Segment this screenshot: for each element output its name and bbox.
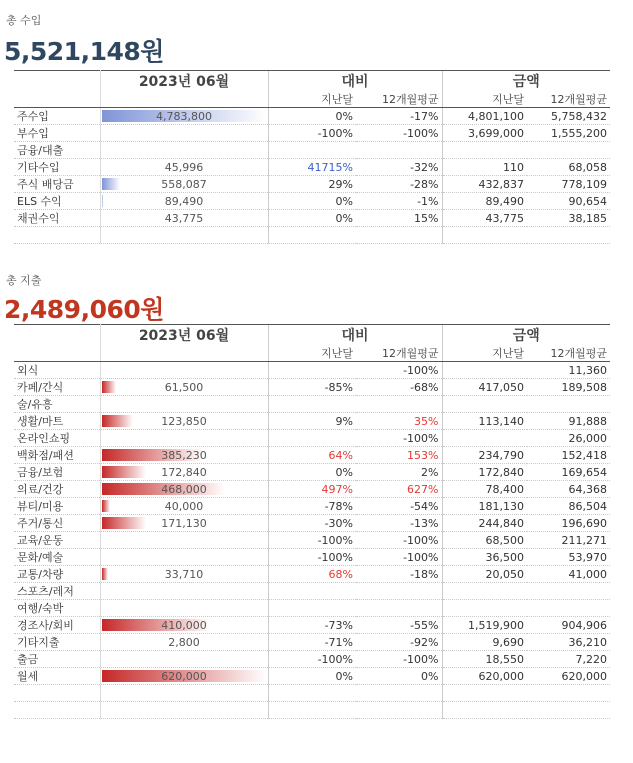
avg-12month-amount: 196,690 [527,515,610,532]
table-row [14,227,610,244]
avg-12month-amount: 41,000 [527,566,610,583]
expense-rows [14,362,610,719]
amount-bar-cell [100,549,268,566]
income-col-avg12: 12개월평균 [356,91,442,108]
vs-prev-month-pct: -100% [268,549,356,566]
income-col-amount-avg12: 12개월평균 [527,91,610,108]
table-row [14,498,610,515]
amount-bar-cell [100,159,268,176]
prev-month-amount [442,396,527,413]
amount-bar-cell [100,532,268,549]
avg-12month-amount: 64,368 [527,481,610,498]
vs-prev-month-pct: 0% [268,193,356,210]
vs-prev-month-pct: 497% [268,481,356,498]
prev-month-amount [442,685,527,702]
amount-bar-cell [100,176,268,193]
vs-prev-month-pct: -100% [268,125,356,142]
vs-12month-avg-pct: -54% [356,498,442,515]
vs-prev-month-pct: 0% [268,108,356,125]
table-row [14,159,610,176]
current-amount: 45,996 [164,160,204,174]
vs-prev-month-pct: 0% [268,210,356,227]
category-label: 술/유흥 [14,396,100,413]
prev-month-amount [442,600,527,617]
expense-col-prev-month: 지난달 [268,345,356,362]
category-label: 월세 [14,668,100,685]
table-row [14,668,610,685]
current-amount: 171,130 [161,516,207,530]
vs-prev-month-pct: -78% [268,498,356,515]
vs-prev-month-pct: -85% [268,379,356,396]
category-label [14,685,100,702]
amount-bar-cell [100,125,268,142]
table-row [14,142,610,159]
category-label: 외식 [14,362,100,379]
avg-12month-amount [527,600,610,617]
vs-12month-avg-pct: -100% [356,125,442,142]
income-compare-header: 대비 [268,71,442,92]
vs-prev-month-pct: 41715% [268,159,356,176]
vs-prev-month-pct: -100% [268,651,356,668]
vs-prev-month-pct [268,396,356,413]
amount-bar-cell [100,634,268,651]
amount-bar-cell [100,362,268,379]
vs-12month-avg-pct: -92% [356,634,442,651]
prev-month-amount: 9,690 [442,634,527,651]
expense-compare-header: 대비 [268,325,442,346]
amount-bar-cell [100,430,268,447]
table-row [14,125,610,142]
vs-prev-month-pct [268,227,356,244]
avg-12month-amount [527,583,610,600]
table-row [14,634,610,651]
current-amount: 123,850 [161,414,207,428]
vs-12month-avg-pct: -32% [356,159,442,176]
amount-bar-cell [100,108,268,125]
avg-12month-amount: 68,058 [527,159,610,176]
income-amount-header: 금액 [442,71,610,92]
table-row [14,532,610,549]
amount-bar-cell [100,702,268,719]
table-row [14,702,610,719]
amount-bar-cell [100,227,268,244]
vs-prev-month-pct [268,702,356,719]
avg-12month-amount [527,702,610,719]
prev-month-amount: 432,837 [442,176,527,193]
category-label: 스포츠/레저 [14,583,100,600]
prev-month-amount: 89,490 [442,193,527,210]
expense-col-amount-prev: 지난달 [442,345,527,362]
vs-prev-month-pct: 64% [268,447,356,464]
prev-month-amount: 110 [442,159,527,176]
expense-total: 2,489,060원 [4,295,164,324]
vs-prev-month-pct: 68% [268,566,356,583]
avg-12month-amount [527,396,610,413]
category-label: 온라인쇼핑 [14,430,100,447]
avg-12month-amount: 211,271 [527,532,610,549]
avg-12month-amount: 189,508 [527,379,610,396]
vs-12month-avg-pct [356,583,442,600]
vs-12month-avg-pct [356,685,442,702]
vs-12month-avg-pct: 15% [356,210,442,227]
avg-12month-amount [527,227,610,244]
avg-12month-amount [527,142,610,159]
prev-month-amount: 620,000 [442,668,527,685]
category-label: 교육/운동 [14,532,100,549]
income-period-header: 2023년 06월 [100,71,268,92]
prev-month-amount: 68,500 [442,532,527,549]
table-row [14,464,610,481]
category-label [14,702,100,719]
avg-12month-amount [527,685,610,702]
avg-12month-amount: 91,888 [527,413,610,430]
expense-col-amount-avg12: 12개월평균 [527,345,610,362]
expense-period-header: 2023년 06월 [100,325,268,346]
vs-prev-month-pct: 0% [268,668,356,685]
avg-12month-amount: 26,000 [527,430,610,447]
vs-12month-avg-pct: 627% [356,481,442,498]
vs-prev-month-pct: 0% [268,464,356,481]
vs-12month-avg-pct: -13% [356,515,442,532]
income-rows [14,108,610,244]
category-label [14,227,100,244]
prev-month-amount [442,583,527,600]
table-row [14,176,610,193]
avg-12month-amount: 169,654 [527,464,610,481]
vs-12month-avg-pct [356,600,442,617]
table-row [14,413,610,430]
avg-12month-amount: 152,418 [527,447,610,464]
category-label: 교통/차량 [14,566,100,583]
category-label: ELS 수익 [14,193,100,210]
vs-12month-avg-pct: -100% [356,651,442,668]
prev-month-amount [442,142,527,159]
category-label: 금융/대출 [14,142,100,159]
vs-12month-avg-pct: -18% [356,566,442,583]
amount-bar-cell [100,600,268,617]
avg-12month-amount: 38,185 [527,210,610,227]
amount-bar-cell [100,396,268,413]
avg-12month-amount: 778,109 [527,176,610,193]
amount-bar-cell [100,447,268,464]
prev-month-amount: 78,400 [442,481,527,498]
category-label: 여행/숙박 [14,600,100,617]
table-row [14,685,610,702]
income-label: 총 수입 [6,14,42,27]
table-row [14,447,610,464]
table-row [14,617,610,634]
current-amount: 43,775 [164,211,204,225]
prev-month-amount: 1,519,900 [442,617,527,634]
table-row [14,210,610,227]
category-label: 출금 [14,651,100,668]
amount-bar-cell [100,413,268,430]
vs-prev-month-pct [268,362,356,379]
amount-bar-cell [100,481,268,498]
current-amount: 620,000 [161,669,207,683]
vs-prev-month-pct: 29% [268,176,356,193]
prev-month-amount [442,702,527,719]
prev-month-amount: 234,790 [442,447,527,464]
vs-12month-avg-pct: -1% [356,193,442,210]
current-amount: 410,000 [161,618,207,632]
vs-12month-avg-pct: -17% [356,108,442,125]
category-label: 카페/간식 [14,379,100,396]
category-label: 주거/통신 [14,515,100,532]
vs-12month-avg-pct [356,227,442,244]
table-row [14,379,610,396]
vs-12month-avg-pct: -100% [356,362,442,379]
prev-month-amount: 18,550 [442,651,527,668]
table-row [14,651,610,668]
expense-label: 총 지출 [6,274,42,287]
category-label: 문화/예술 [14,549,100,566]
vs-12month-avg-pct: -55% [356,617,442,634]
vs-prev-month-pct: -73% [268,617,356,634]
vs-12month-avg-pct: 0% [356,668,442,685]
current-amount: 61,500 [164,380,204,394]
category-label: 주수입 [14,108,100,125]
table-row [14,549,610,566]
category-label: 주식 배당금 [14,176,100,193]
prev-month-amount: 43,775 [442,210,527,227]
vs-prev-month-pct [268,430,356,447]
current-amount: 33,710 [164,567,204,581]
vs-12month-avg-pct: 2% [356,464,442,481]
category-label: 백화점/패션 [14,447,100,464]
income-table [14,70,610,244]
expense-header-row-2 [14,345,610,362]
vs-12month-avg-pct: -68% [356,379,442,396]
amount-bar-cell [100,566,268,583]
amount-bar-cell [100,668,268,685]
category-label: 기타지출 [14,634,100,651]
category-label: 의료/건강 [14,481,100,498]
prev-month-amount [442,362,527,379]
vs-prev-month-pct [268,685,356,702]
vs-prev-month-pct [268,583,356,600]
category-label: 기타수입 [14,159,100,176]
prev-month-amount: 181,130 [442,498,527,515]
expense-table [14,324,610,719]
prev-month-amount: 3,699,000 [442,125,527,142]
category-label: 부수입 [14,125,100,142]
avg-12month-amount: 1,555,200 [527,125,610,142]
current-amount: 2,800 [168,635,200,649]
current-amount: 40,000 [164,499,204,513]
category-label: 뷰티/미용 [14,498,100,515]
category-label: 생활/마트 [14,413,100,430]
prev-month-amount: 417,050 [442,379,527,396]
amount-bar-cell [100,583,268,600]
vs-12month-avg-pct [356,702,442,719]
avg-12month-amount: 11,360 [527,362,610,379]
income-header-row-1 [14,71,610,92]
vs-12month-avg-pct: -100% [356,532,442,549]
prev-month-amount: 172,840 [442,464,527,481]
current-amount: 468,000 [161,482,207,496]
income-header-row-2 [14,91,610,108]
prev-month-amount: 4,801,100 [442,108,527,125]
table-row [14,362,610,379]
expense-header-row-1 [14,325,610,346]
prev-month-amount: 20,050 [442,566,527,583]
category-label: 금융/보험 [14,464,100,481]
table-row [14,515,610,532]
table-row [14,430,610,447]
vs-12month-avg-pct: 35% [356,413,442,430]
vs-12month-avg-pct [356,396,442,413]
vs-prev-month-pct [268,142,356,159]
expense-amount-header: 금액 [442,325,610,346]
amount-bar-cell [100,498,268,515]
category-label: 채권수익 [14,210,100,227]
table-row [14,396,610,413]
table-row [14,481,610,498]
table-row [14,108,610,125]
prev-month-amount: 36,500 [442,549,527,566]
amount-bar-cell [100,651,268,668]
vs-12month-avg-pct: -100% [356,549,442,566]
current-amount: 172,840 [161,465,207,479]
vs-prev-month-pct [268,600,356,617]
income-total: 5,521,148원 [4,37,164,66]
prev-month-amount: 244,840 [442,515,527,532]
current-amount: 89,490 [164,194,204,208]
current-amount: 4,783,800 [156,109,212,123]
vs-prev-month-pct: -30% [268,515,356,532]
vs-prev-month-pct: -100% [268,532,356,549]
avg-12month-amount: 53,970 [527,549,610,566]
vs-12month-avg-pct: -100% [356,430,442,447]
current-amount: 385,230 [161,448,207,462]
amount-bar-cell [100,193,268,210]
amount-bar-cell [100,142,268,159]
vs-12month-avg-pct [356,142,442,159]
prev-month-amount: 113,140 [442,413,527,430]
category-label: 경조사/회비 [14,617,100,634]
amount-bar-cell [100,617,268,634]
income-col-amount-prev: 지난달 [442,91,527,108]
table-row [14,600,610,617]
avg-12month-amount: 620,000 [527,668,610,685]
avg-12month-amount: 904,906 [527,617,610,634]
prev-month-amount [442,227,527,244]
avg-12month-amount: 7,220 [527,651,610,668]
table-row [14,583,610,600]
amount-bar-cell [100,379,268,396]
table-row [14,193,610,210]
vs-prev-month-pct: 9% [268,413,356,430]
vs-prev-month-pct: -71% [268,634,356,651]
avg-12month-amount: 86,504 [527,498,610,515]
avg-12month-amount: 5,758,432 [527,108,610,125]
expense-col-avg12: 12개월평균 [356,345,442,362]
avg-12month-amount: 36,210 [527,634,610,651]
avg-12month-amount: 90,654 [527,193,610,210]
vs-12month-avg-pct: 153% [356,447,442,464]
prev-month-amount [442,430,527,447]
amount-bar-cell [100,515,268,532]
amount-bar-cell [100,685,268,702]
income-col-prev-month: 지난달 [268,91,356,108]
vs-12month-avg-pct: -28% [356,176,442,193]
amount-bar-cell [100,210,268,227]
amount-bar-cell [100,464,268,481]
table-row [14,566,610,583]
current-amount: 558,087 [161,177,207,191]
